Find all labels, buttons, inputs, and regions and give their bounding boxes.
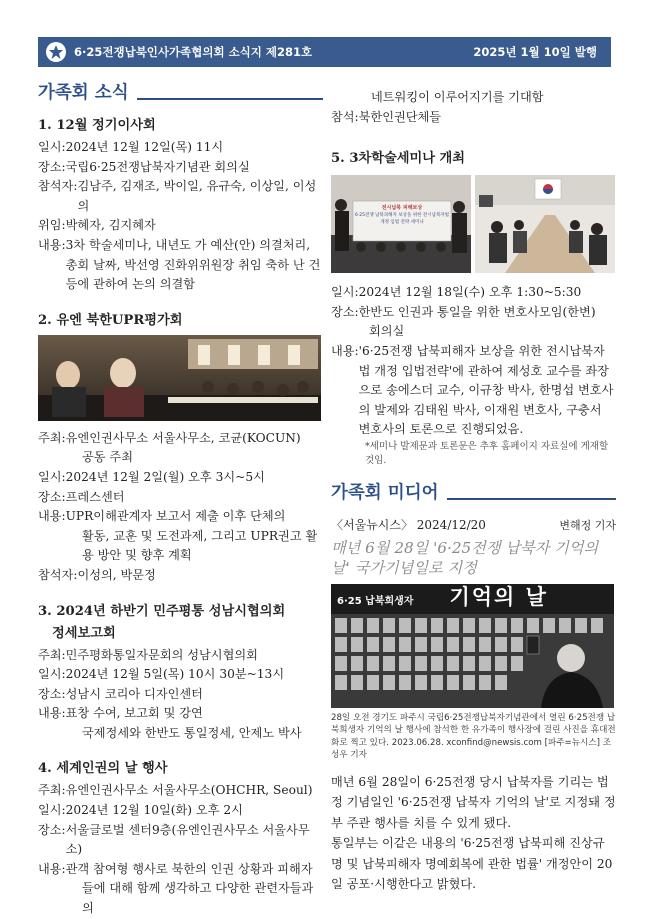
seminar-room-photo — [475, 175, 615, 273]
memorial-banner-small: 6·25 납북희생자 — [337, 595, 414, 607]
media-headline: 매년 6월 28일 '6·25전쟁 납북자 기억의 날' 국가기념일로 지정 — [331, 538, 599, 577]
section-title-media: 가족회 미디어 — [331, 478, 616, 504]
item-2-title: 2. 유엔 북한UPR평가회 — [38, 312, 183, 328]
photo-caption: 28일 오전 경기도 파주시 국립6·25전쟁납북자기념관에서 열린 6·25전쟁 납북희생자 기억의 날 행사에 참석한 한 유가족이 행사장에 걸린 사진을 휴대전화로 찍고 있다. 2023.06.28. xconfind@newsis.com [파주=뉴시스] 조성우 기자 — [331, 712, 616, 761]
newsletter-title: 6·25전쟁납북인사가족협의회 소식지 제281호 — [74, 45, 313, 59]
media-source: 〈서울뉴시스〉 2024/12/20 변해정 기자 — [331, 517, 616, 532]
memorial-day-photo — [331, 584, 614, 708]
item-5-title: 5. 3차학술세미나 개최 — [331, 151, 466, 167]
seminar-banner: 전시납북 피해보상 6·25전쟁 납북피해자 보상을 위한 전시납북자법 개정 입법 전략 세미나 — [355, 205, 449, 226]
seminar-note: *세미나 발제문과 토론문은 추후 홈페이지 자료실에 게재할 것임. — [365, 440, 609, 466]
article-paragraph-2: 통일부는 이같은 내용의 '6·25전쟁 납북피해 진상규명 및 납북피해자 명예회복에 관한 법률' 개정안이 20일 공포·시행한다고 밝혔다. — [331, 836, 613, 892]
seminar-group-photo — [331, 175, 471, 273]
item-1-title: 1. 12월 정기이사회 — [38, 118, 156, 133]
newsletter-header — [38, 37, 611, 67]
upr-meeting-photo — [38, 335, 321, 421]
section-title-news: 가족회 소식 — [38, 78, 323, 104]
seminar-photos — [331, 175, 616, 273]
left-column: 가족회 소식 1. 12월 정기이사회 일시: 2024년 12월 12일(목) 11시 장소: 국립6·25전쟁납북자기념관 회의실 참석자: 김남주, 김재조, 박이일, 유규숙, 이상일, 이성의 위임: 박혜자, 김지혜자 내용: 3차 학술세미나, 내년도 가 예산(안) 의결처리, 총회 날짜, 박선영 진화위위원장 취임 축하 난 건 등에 관하여 논의 의결함 2. 유엔 북한UPR평가회 주최: 유엔인권사무소 서울사무소, 코균(KOCUN) 공동 주최 일시: 2024년 12월 2일(월) 오후 3시~5시 장소: 프레스센터 내용: UPR이해관계자 보고서 제출 이후 단체의 활동, 교훈 및 도전과제, 그리고 UPR권고 활용 방안 및 향후 계획 참석자: 이성의, 박문정 3. 2024년 하반기 민주평통 성남시협의회 정세보고회 주최: 민주평화통일자문회의 성남시협의회 일시: 2024년 12월 5일(목) 10시 30분~13시 장소: 성남시 코리아 디자인센터 내용: 표창 수여, 보고회 및 강연 국제정세와 한반도 통일정세, 안제노 박사 4. 세계인권의 날 행사 주최: 유엔인권사무소 서울사무소(OHCHR, Seoul) 일시: 2024년 12월 10일(화) 오후 2시 장소: 서울글로벌 센터9층(유엔인권사무소 서울사무소) 내용: 관객 참여형 행사로 북한의 인권 상황과 피해자 들에 대해 함께 생각하고 다양한 관련자들과의 — [38, 78, 323, 919]
item-3-title: 3. 2024년 하반기 민주평통 성남시협의회 — [38, 603, 286, 619]
emblem-icon — [46, 42, 66, 62]
memorial-banner-big: 기억의 날 — [449, 584, 548, 609]
article-paragraph-1: 매년 6월 28일이 6·25전쟁 당시 납북자를 기리는 법정 기념일인 '6·25전쟁 납북자 기억의 날'로 지정돼 정부 주관 행사를 치를 수 있게 됐다. — [331, 774, 616, 830]
right-column: 네트워킹이 이루어지기를 기대함 참석: 북한인권단체들 5. 3차학술세미나 개최 전시납북 피해보상 6·25전쟁 납북피해자 보상을 위한 전시납북자법 개정 입법 전략 세미나 일시: 2024년 12월 18일(수) 오후 1:30~5:30 장소: 한반도 인권과 통일을 위한 변호사모임(한변) 회의실 내용: '6·25전쟁 납북피해자 보상을 위한 전시납북자법 개정 입법전략'에 관하여 제성호 교수를 좌장으로 송에스더 교수, 이규창 박사, 한명섭 변호사의 발제와 김태원 박사, 이재원 변호사, 구충서 변호사의 토론으로 진행되었음. *세미나 발제문과 토론문은 추후 홈페이지 자료실에 게재할 것임. 가족회 미디어 〈서울뉴시스〉 2024/12/20 변해정 기자 매년 6월 28일 '6·25전쟁 납북자 기억의 날' 국가기념일로 지정 6·25 납북희생자 기억의 날 28일 오전 경기도 파주시 국립6·25전쟁납북자기념관에서 열린 6·25전쟁 납북희생자 기억의 날 행사에 참석한 한 유가족이 행사장에 걸린 사진을 휴대전화로 찍고 있다. 2023.06.28. xconfind@newsis.com [파주=뉴시스] 조성우 기자 매년 6월 28일이 6·25전쟁 당시 납북자를 기리는 법정 기념일인 '6·25전쟁 납북자 기억의 날'로 지정돼 정부 주관 행사를 치를 수 있게 됐다. 통일부는 이같은 내용의 '6·25전쟁 납북피해 진상규명 및 납북피해자 명예회복에 관한 법률' 개정안이 20일 공포·시행한다고 밝혔다. — [331, 78, 616, 895]
item-4-title: 4. 세계인권의 날 행사 — [38, 761, 168, 777]
issue-date: 2025년 1월 10일 발행 — [473, 45, 597, 59]
